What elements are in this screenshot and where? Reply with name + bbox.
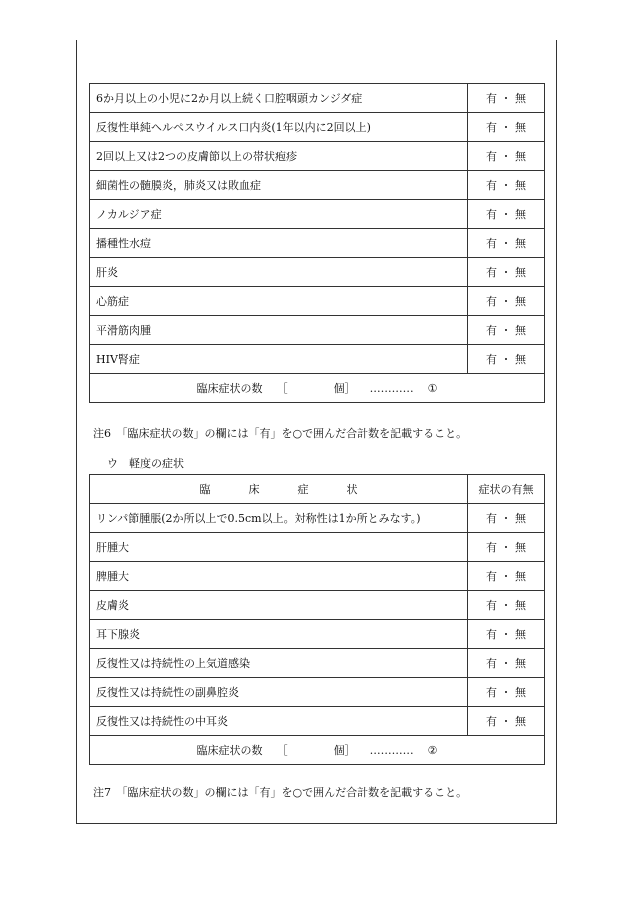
table-row	[90, 707, 545, 736]
presence-choice[interactable]: 有 ・ 無	[468, 345, 545, 374]
presence-choice[interactable]: 有 ・ 無	[468, 620, 545, 649]
symptom-cell: 肝炎	[90, 258, 468, 287]
presence-choice[interactable]: 有 ・ 無	[468, 287, 545, 316]
symptom-cell: 反復性単純ヘルペスウイルス口内炎(1年以内に2回以上)	[90, 113, 468, 142]
table-row	[90, 591, 545, 620]
total-open-bracket: ［	[276, 744, 288, 757]
note-6: 注6 「臨床症状の数」の欄には「有」を○で囲んだ合計数を記載すること。	[93, 427, 468, 440]
table-row	[90, 84, 545, 113]
symptom-cell: 反復性又は持続性の中耳炎	[90, 707, 468, 736]
presence-choice[interactable]: 有 ・ 無	[468, 200, 545, 229]
total-label: 臨床症状の数	[196, 382, 263, 395]
total-row	[90, 736, 545, 765]
symptom-cell: 耳下腺炎	[90, 620, 468, 649]
clinical-symptom-count[interactable]	[90, 736, 545, 765]
table-row	[90, 533, 545, 562]
presence-column-header: 症状の有無	[468, 475, 545, 504]
presence-choice[interactable]: 有 ・ 無	[468, 504, 545, 533]
symptom-column-header: 臨 床 症 状	[90, 475, 468, 504]
presence-choice[interactable]: 有 ・ 無	[468, 316, 545, 345]
total-open-bracket: ［	[276, 382, 288, 395]
presence-choice[interactable]: 有 ・ 無	[468, 171, 545, 200]
total-close-bracket: 個］	[333, 744, 356, 757]
presence-choice[interactable]: 有 ・ 無	[468, 707, 545, 736]
presence-choice[interactable]: 有 ・ 無	[468, 591, 545, 620]
symptom-cell: 6か月以上の小児に2か月以上続く口腔咽頭カンジダ症	[90, 84, 468, 113]
presence-choice[interactable]: 有 ・ 無	[468, 142, 545, 171]
symptom-cell: リンパ節腫脹(2か所以上で0.5cm以上。対称性は1か所とみなす。)	[90, 504, 468, 533]
table-row	[90, 649, 545, 678]
table-row	[90, 620, 545, 649]
clinical-symptom-count[interactable]	[90, 374, 545, 403]
note-7: 注7 「臨床症状の数」の欄には「有」を○で囲んだ合計数を記載すること。	[93, 786, 468, 799]
symptom-cell: ノカルジア症	[90, 200, 468, 229]
presence-choice[interactable]: 有 ・ 無	[468, 258, 545, 287]
table-row	[90, 562, 545, 591]
table-row	[90, 345, 545, 374]
total-label: 臨床症状の数	[196, 744, 263, 757]
symptom-cell: 脾腫大	[90, 562, 468, 591]
presence-choice[interactable]: 有 ・ 無	[468, 649, 545, 678]
table-row	[90, 171, 545, 200]
table-row	[90, 504, 545, 533]
presence-choice[interactable]: 有 ・ 無	[468, 113, 545, 142]
symptom-cell: 心筋症	[90, 287, 468, 316]
table-row	[90, 678, 545, 707]
presence-choice[interactable]: 有 ・ 無	[468, 533, 545, 562]
section-heading: ウ 軽度の症状	[107, 457, 184, 470]
symptom-cell: 皮膚炎	[90, 591, 468, 620]
total-row	[90, 374, 545, 403]
table-row	[90, 229, 545, 258]
total-dots: …………	[369, 744, 414, 757]
presence-choice[interactable]: 有 ・ 無	[468, 562, 545, 591]
total-close-bracket: 個］	[333, 382, 356, 395]
total-marker: ②	[427, 744, 438, 757]
presence-choice[interactable]: 有 ・ 無	[468, 84, 545, 113]
symptom-cell: 平滑筋肉腫	[90, 316, 468, 345]
table-row	[90, 258, 545, 287]
total-dots: …………	[369, 382, 414, 395]
table-row	[90, 200, 545, 229]
symptom-cell: 肝腫大	[90, 533, 468, 562]
symptom-cell: HIV腎症	[90, 345, 468, 374]
severe-symptoms-table	[89, 83, 545, 403]
table-row	[90, 287, 545, 316]
mild-symptoms-table	[89, 474, 545, 765]
total-marker: ①	[427, 382, 438, 395]
table-row	[90, 113, 545, 142]
table-row	[90, 316, 545, 345]
symptom-cell: 2回以上又は2つの皮膚節以上の帯状疱疹	[90, 142, 468, 171]
symptom-cell: 播種性水痘	[90, 229, 468, 258]
symptom-cell: 反復性又は持続性の副鼻腔炎	[90, 678, 468, 707]
presence-choice[interactable]: 有 ・ 無	[468, 678, 545, 707]
table-header-row	[90, 475, 545, 504]
symptom-cell: 細菌性の髄膜炎，肺炎又は敗血症	[90, 171, 468, 200]
symptom-cell: 反復性又は持続性の上気道感染	[90, 649, 468, 678]
presence-choice[interactable]: 有 ・ 無	[468, 229, 545, 258]
table-row	[90, 142, 545, 171]
